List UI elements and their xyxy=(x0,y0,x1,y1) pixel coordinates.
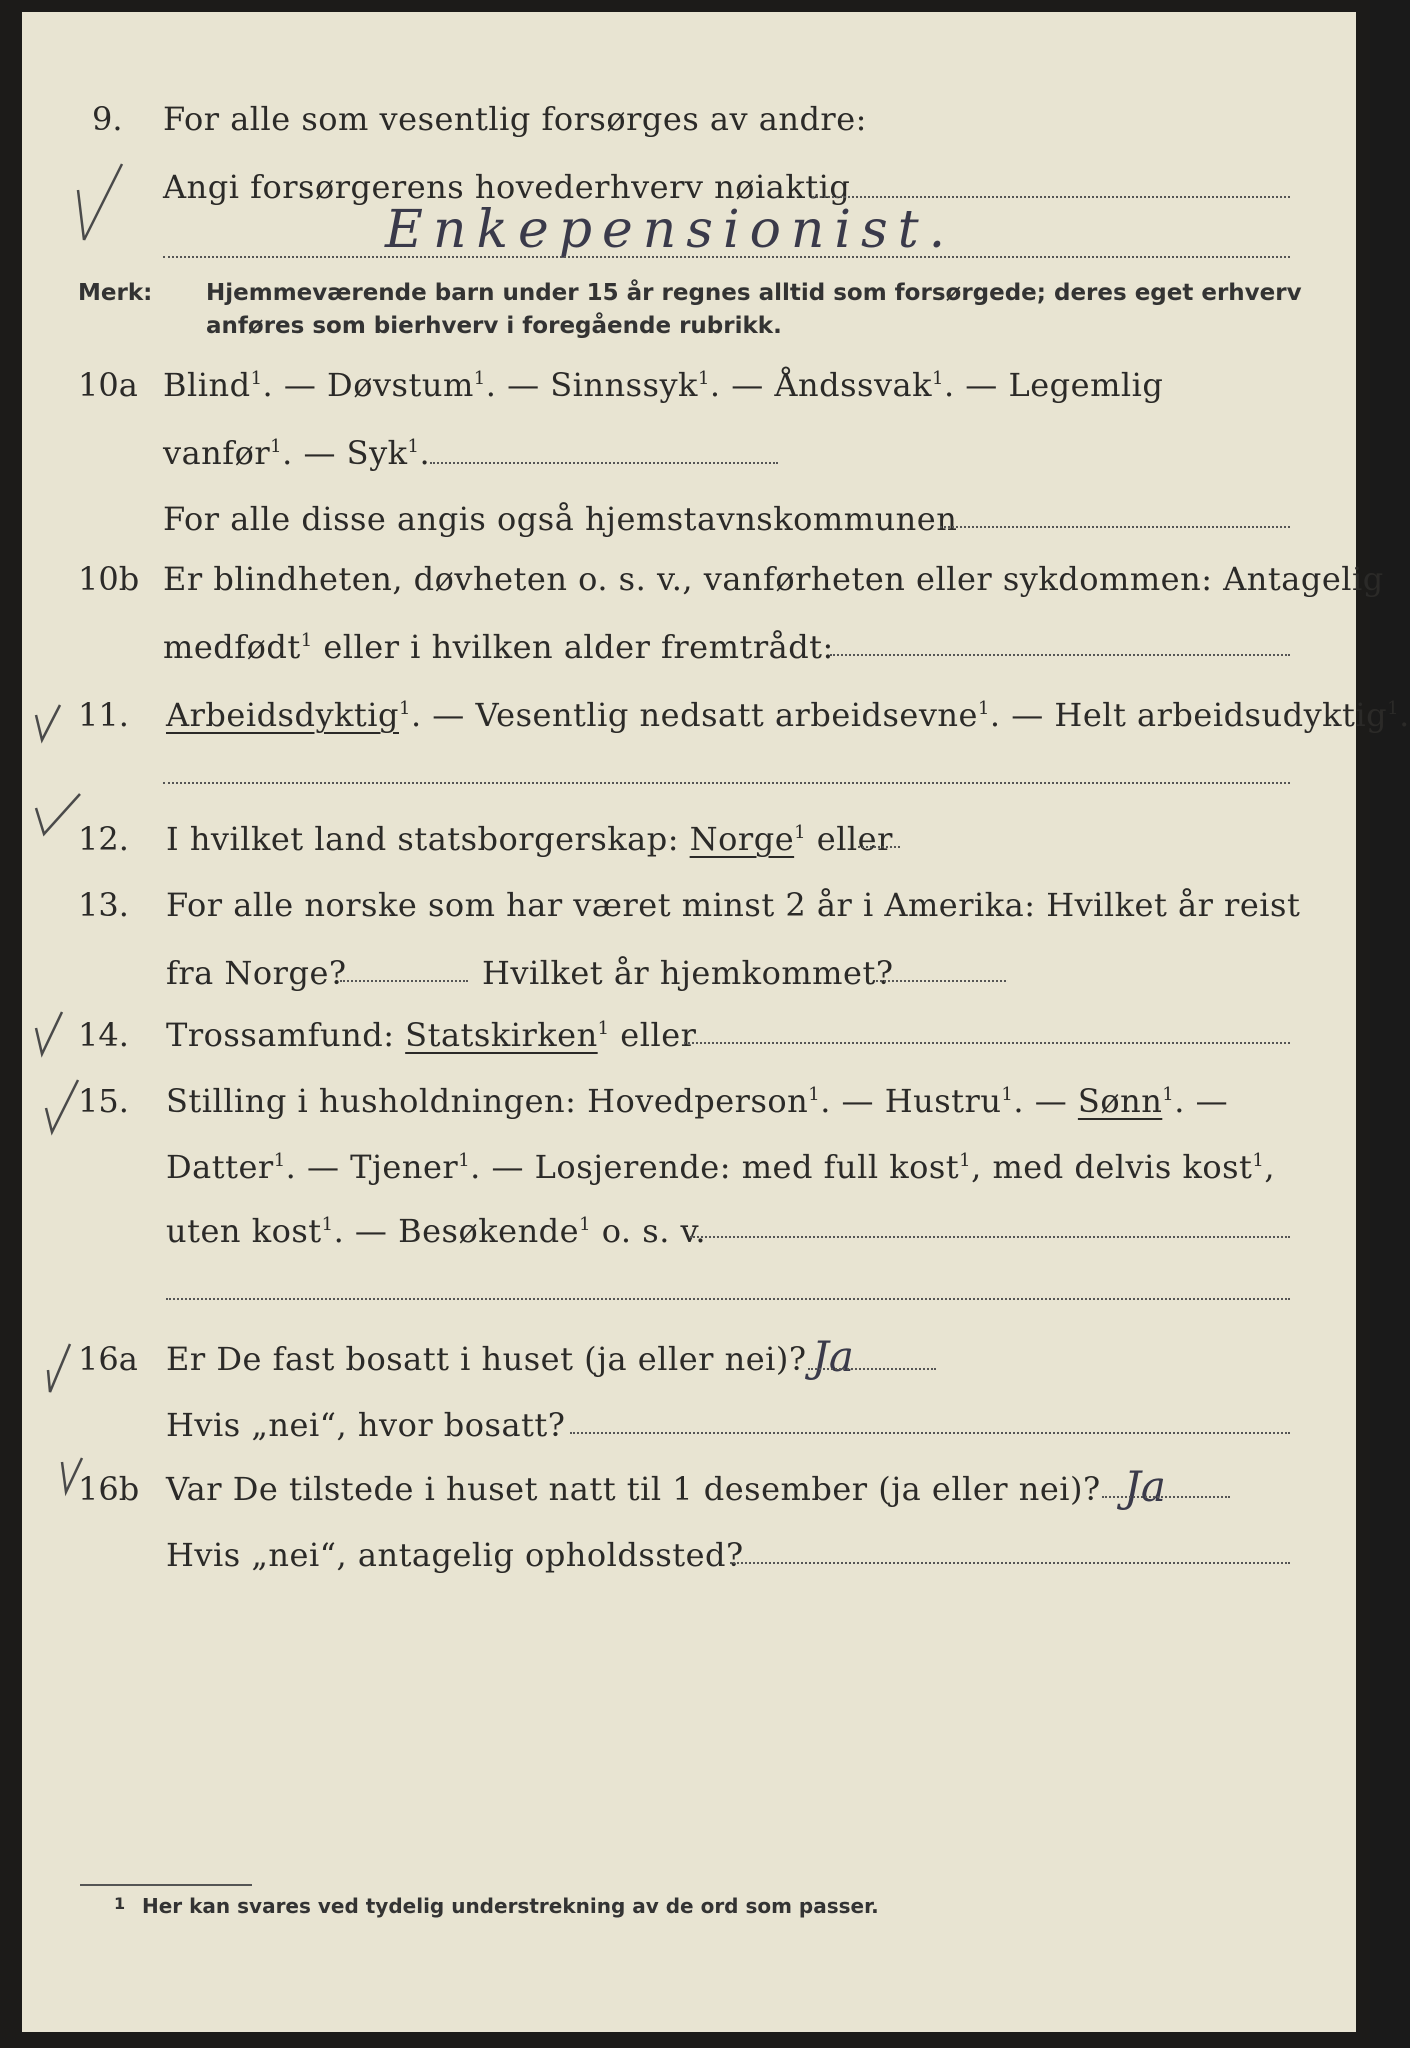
q15-line2: Datter$^1$. — Tjener$^1$. — Losjerende: med full kost$^1$, med delvis kost$^1$, xyxy=(166,1148,1276,1186)
checkmark-icon xyxy=(70,160,130,245)
merk-line1: Hjemmeværende barn under 15 år regnes alltid som forsørgede; deres eget erhverv xyxy=(206,280,1302,306)
q16a-line1: Er De fast bosatt i huset (ja eller nei)? xyxy=(166,1340,807,1378)
q10a-hjemstavn-line[interactable] xyxy=(940,526,1290,528)
scan-border-bottom xyxy=(0,2032,1370,2048)
q10a-line1: Blind$^1$. — Døvstum$^1$. — Sinnssyk$^1$. — Åndssvak$^1$. — Legemlig xyxy=(163,366,1164,404)
q10b-line1: Er blindheten, døvheten o. s. v., vanførheten eller sykdommen: Antagelig xyxy=(163,560,1384,598)
q10a-syk-line[interactable] xyxy=(430,462,778,464)
footnote-mark: 1 xyxy=(114,1894,126,1913)
merk-line2: anføres som bierhverv i foregående rubrikk. xyxy=(206,313,782,339)
q10b-number: 10b xyxy=(78,560,140,598)
q15-line1: Stilling i husholdningen: Hovedperson$^1$. — Hustru$^1$. — Sønn$^1$. — xyxy=(166,1082,1229,1120)
checkmark-icon xyxy=(30,1008,70,1058)
q12-answer-line[interactable] xyxy=(858,846,900,848)
q9-answer-line-2 xyxy=(163,256,1290,258)
q10b-line2: medfødt$^1$ eller i hvilken alder fremtrådt: xyxy=(163,628,834,666)
q15-answer-line-1[interactable] xyxy=(690,1236,1290,1238)
footnote-rule xyxy=(80,1884,252,1886)
q12-number: 12. xyxy=(78,820,129,858)
q12-text: I hvilket land statsborgerskap: Norge$^1$ eller xyxy=(166,820,893,858)
q9-text: For alle som vesentlig forsørges av andre: xyxy=(163,100,867,138)
q12-underlined-answer: Norge xyxy=(689,820,795,858)
q9-handwritten-answer: Enkepensionist. xyxy=(385,200,956,260)
q16b-handwritten-answer: Ja xyxy=(1124,1462,1166,1511)
q16b-number: 16b xyxy=(78,1470,140,1508)
q16b-answer-line[interactable] xyxy=(1102,1496,1230,1498)
q16b-line1: Var De tilstede i huset natt til 1 desember (ja eller nei)? xyxy=(166,1470,1101,1508)
q10a-line3: For alle disse angis også hjemstavnskommunen xyxy=(163,500,958,538)
merk-label: Merk: xyxy=(78,280,153,306)
q14-answer-line[interactable] xyxy=(684,1042,1290,1044)
q11-answer-line[interactable] xyxy=(163,782,1290,784)
q14-number: 14. xyxy=(78,1016,129,1054)
q13-line2b: Hvilket år hjemkommet? xyxy=(482,954,894,992)
q16a-number: 16a xyxy=(78,1340,138,1378)
q16b-opholdssted-line[interactable] xyxy=(730,1562,1290,1564)
q16a-line2: Hvis „nei“, hvor bosatt? xyxy=(166,1406,566,1444)
q13-number: 13. xyxy=(78,886,129,924)
q9-line2[interactable]: Angi forsørgerens hovederhverv nøiaktig xyxy=(163,168,851,206)
q9-answer-line-1 xyxy=(812,196,1290,198)
q14-underlined-answer: Statskirken xyxy=(405,1016,598,1054)
q16a-answer-line[interactable] xyxy=(808,1368,936,1370)
q15-number: 15. xyxy=(78,1082,129,1120)
scan-border-right xyxy=(1356,0,1370,2048)
scan-border-left xyxy=(0,0,22,2048)
q16a-bosatt-line[interactable] xyxy=(570,1432,1290,1434)
q9-number: 9. xyxy=(92,100,123,138)
q15-line3: uten kost$^1$. — Besøkende$^1$ o. s. v. xyxy=(166,1212,706,1250)
q16b-line2: Hvis „nei“, antagelig opholdssted? xyxy=(166,1536,744,1574)
footnote-text: Her kan svares ved tydelig understrekning av de ord som passer. xyxy=(142,1894,879,1918)
q15-answer-line-2[interactable] xyxy=(166,1298,1290,1300)
q13-line1: For alle norske som har været minst 2 år i Amerika: Hvilket år reist xyxy=(166,886,1301,924)
q11-number: 11. xyxy=(78,696,129,734)
q10b-answer-line[interactable] xyxy=(830,654,1290,656)
q13-line2a: fra Norge? xyxy=(166,954,347,992)
checkmark-icon xyxy=(28,700,68,745)
q15-underlined-answer: Sønn xyxy=(1077,1082,1163,1120)
q16a-handwritten-answer: Ja xyxy=(812,1332,854,1381)
checkmark-icon xyxy=(42,1340,76,1396)
q11-underlined-answer: Arbeidsdyktig xyxy=(166,696,399,734)
q10a-line2: vanfør$^1$. — Syk$^1$. xyxy=(163,434,431,472)
q10a-number: 10a xyxy=(78,366,138,404)
q11-text: Arbeidsdyktig$^1$. — Vesentlig nedsatt arbeidsevne$^1$. — Helt arbeidsudyktig$^1$. xyxy=(166,696,1410,734)
q14-text: Trossamfund: Statskirken$^1$ eller xyxy=(166,1016,697,1054)
q13-hjemkommet-line[interactable] xyxy=(876,980,1006,982)
q13-reist-line[interactable] xyxy=(340,980,468,982)
scan-border-top xyxy=(0,0,1370,12)
